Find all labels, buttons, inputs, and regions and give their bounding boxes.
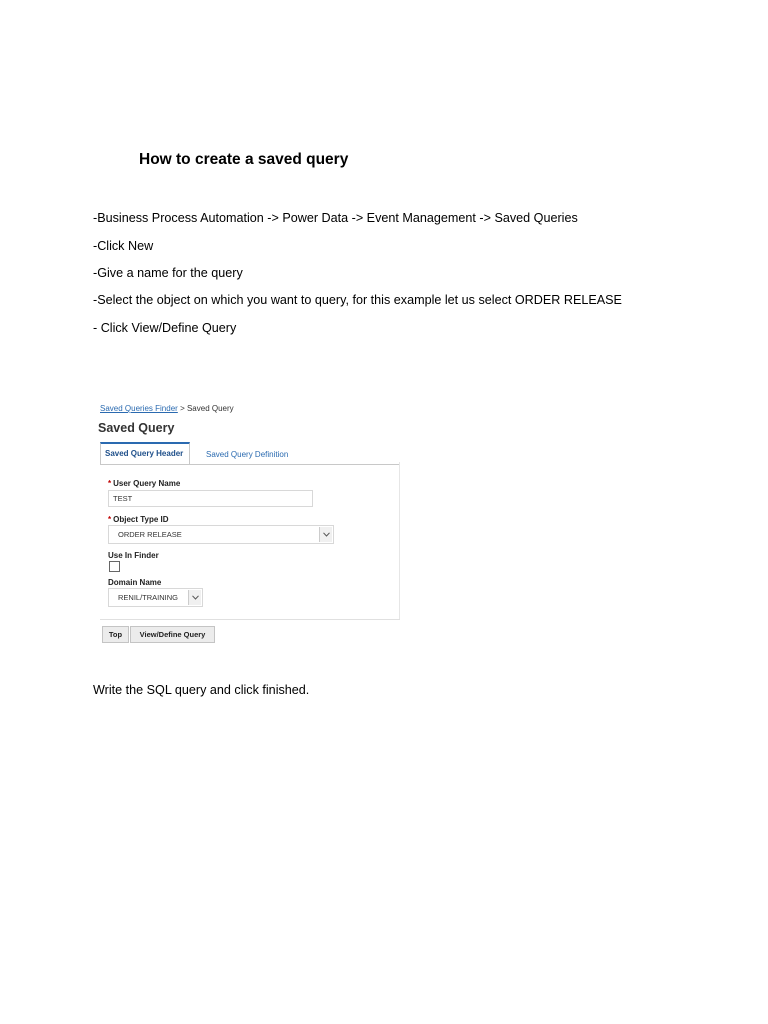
step-click-view-define: - Click View/Define Query — [93, 321, 237, 335]
top-button[interactable]: Top — [102, 626, 129, 643]
object-type-id-select[interactable] — [108, 525, 334, 544]
use-in-finder-label: Use In Finder — [108, 551, 159, 560]
object-type-id-value: ORDER RELEASE — [118, 530, 182, 539]
document-title: How to create a saved query — [139, 151, 349, 168]
step-give-name: -Give a name for the query — [93, 266, 243, 280]
user-query-name-label — [108, 479, 180, 488]
user-query-name-label-text: User Query Name — [113, 479, 181, 488]
object-type-id-label-text: Object Type ID — [113, 515, 169, 524]
breadcrumb-current: Saved Query — [186, 404, 234, 413]
page-title: Saved Query — [98, 421, 175, 435]
required-marker: * — [108, 515, 112, 524]
tab-saved-query-definition[interactable]: Saved Query Definition — [206, 450, 289, 459]
tab-saved-query-header[interactable]: Saved Query Header — [100, 442, 190, 464]
view-define-query-button[interactable]: View/Define Query — [130, 626, 215, 643]
breadcrumb — [100, 404, 234, 413]
panel-bottom-divider — [100, 619, 400, 620]
closing-instruction: Write the SQL query and click finished. — [93, 683, 310, 697]
domain-name-label: Domain Name — [108, 578, 162, 587]
step-navigation-path: -Business Process Automation -> Power Data -> Event Management -> Saved Queries — [93, 211, 578, 225]
domain-name-value: RENIL/TRAINING — [118, 593, 179, 602]
saved-query-screenshot — [96, 400, 400, 648]
user-query-name-input[interactable]: TEST — [108, 490, 313, 507]
step-click-new: -Click New — [93, 239, 154, 253]
domain-name-select[interactable] — [108, 588, 203, 607]
object-type-id-label — [108, 515, 169, 524]
breadcrumb-separator: > — [180, 404, 185, 413]
chevron-down-icon[interactable] — [319, 527, 332, 542]
chevron-down-icon[interactable] — [188, 590, 201, 605]
step-select-object: -Select the object on which you want to query, for this example let us select ORDER RELEASE — [93, 293, 622, 307]
tab-bar — [100, 442, 400, 465]
required-marker: * — [108, 479, 112, 488]
panel-right-border — [399, 462, 400, 620]
breadcrumb-link-saved-queries-finder[interactable]: Saved Queries Finder — [100, 404, 178, 413]
use-in-finder-checkbox[interactable] — [109, 561, 120, 572]
